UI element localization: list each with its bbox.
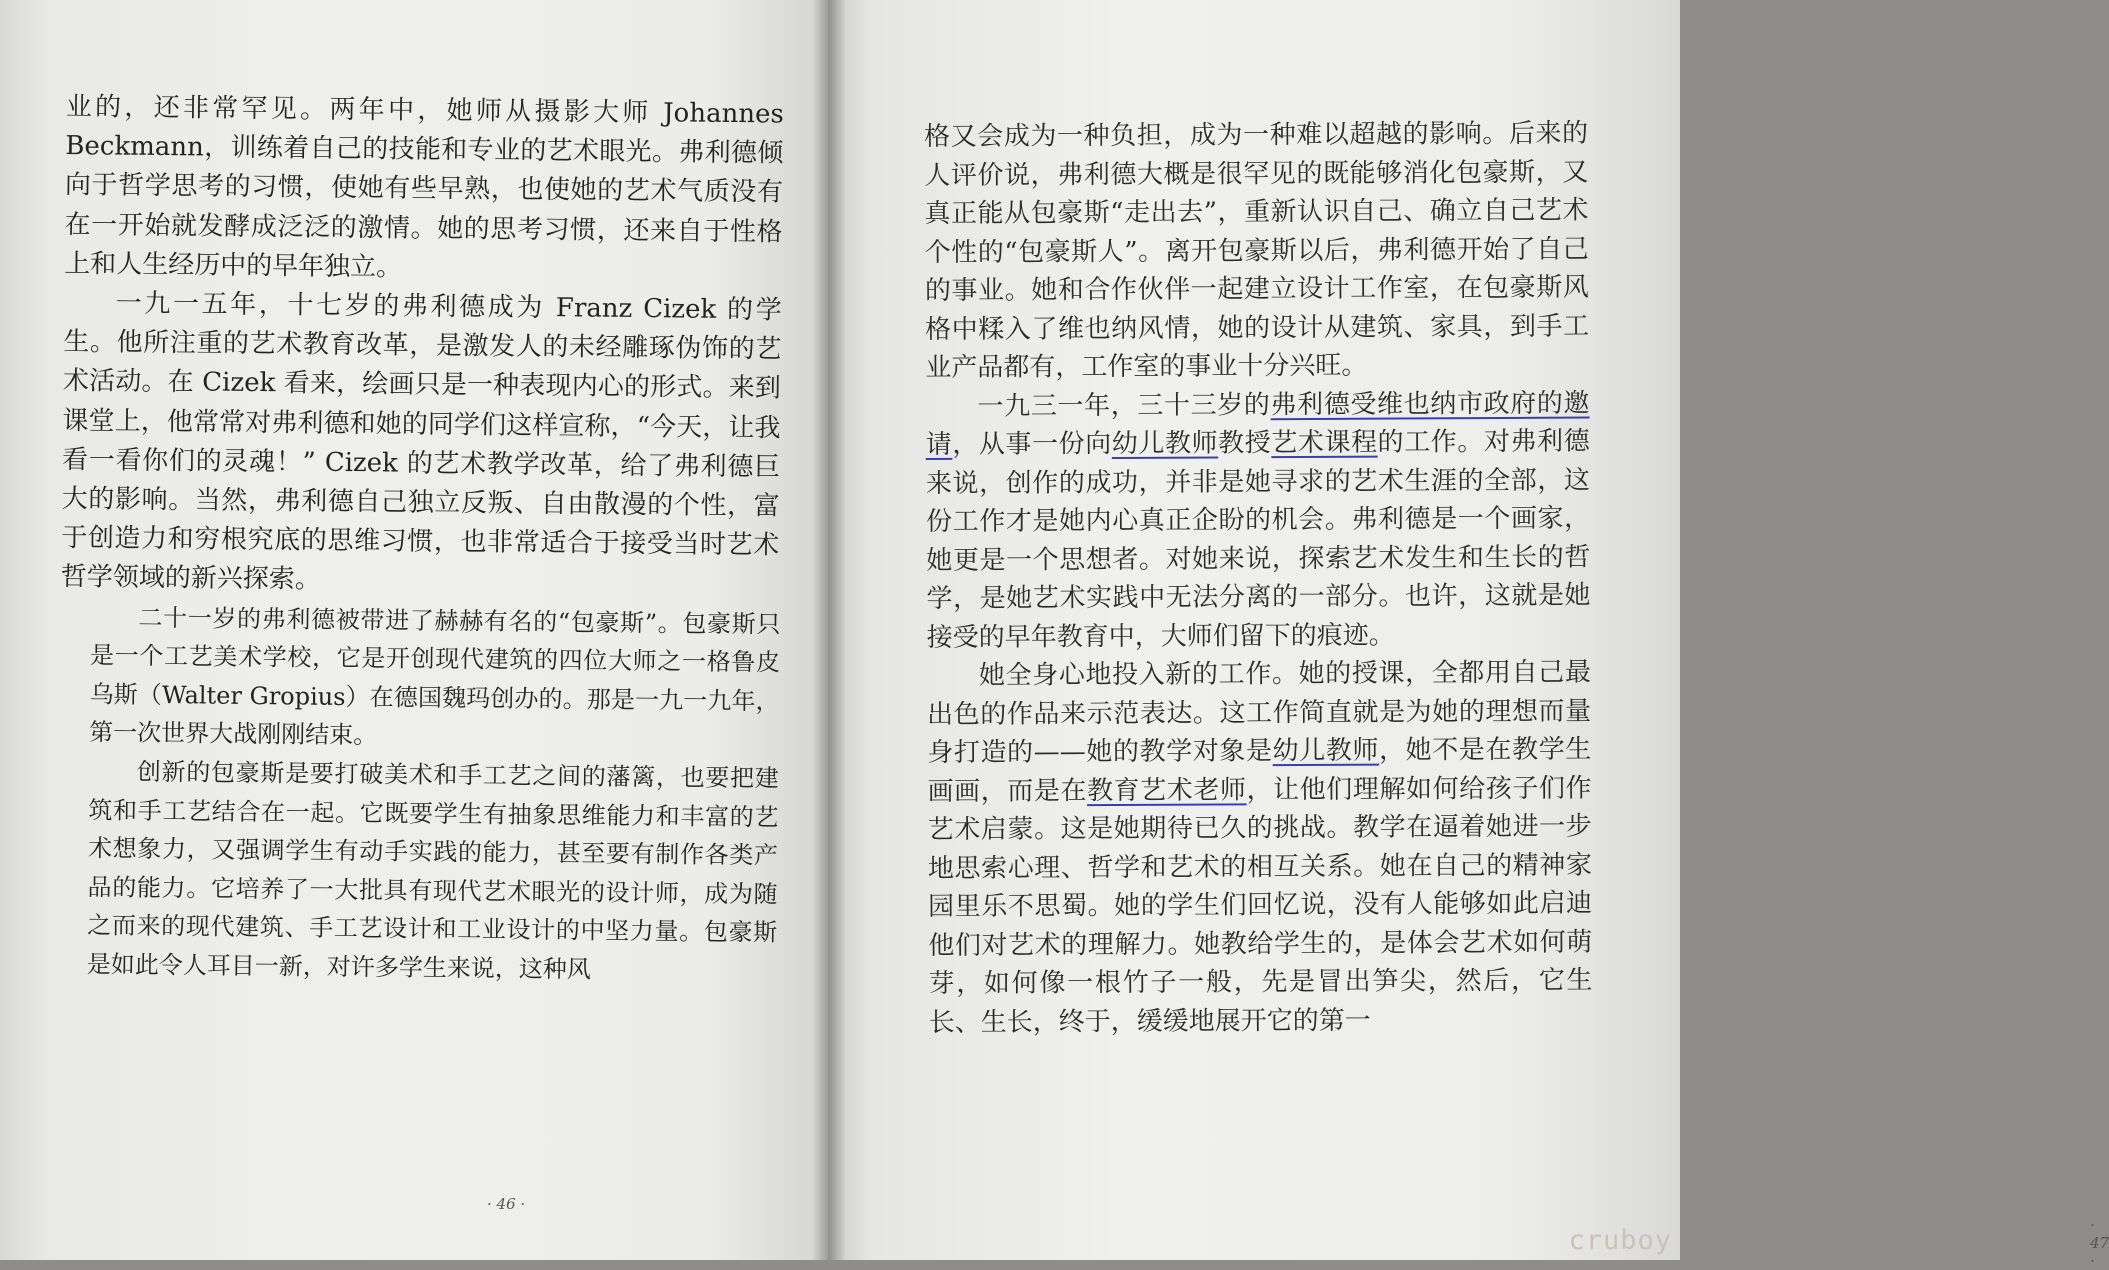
left-page-text — [57, 88, 784, 991]
paragraph: 业的，还非常罕见。两年中，她师从摄影大师 Johannes Beckmann，训练着自己的技能和专业的艺术眼光。弗利德倾向于哲学思考的习惯，使她有些早熟，也使她的艺术气质没有在一开始就发酵成泛泛的激情。她的思考习惯，还来自于性格上和人生经历中的早年独立。 — [64, 91, 784, 283]
text-span: 的工作。对弗利德来说，创作的成功，并非是她寻求的艺术生涯的全部，这份工作才是她内心真正企盼的机会。弗利德是一个画家，她更是一个思想者。对她来说，探索艺术发生和生长的哲学，是她艺术实践中无法分离的一部分。也许，这就是她接受的早年教育中，大师们留下的痕迹。 — [925, 426, 1591, 653]
underlined-text: 幼儿教师 — [1272, 735, 1380, 767]
text-span: ，让他们理解如何给孩子们作艺术启蒙。这是她期待已久的挑战。教学在逼着她进一步地思索心理、哲学和艺术的相互关系。她在自己的精神家园里乐不思蜀。她的学生们回忆说，没有人能够如此启迪他们对艺术的理解力。她教给学生的，是体会艺术如何萌芽，如何像一根竹子一般，先是冒出笋尖，然后，它生长、生长，终于，缓缓地展开它的第一 — [927, 773, 1593, 1038]
right-page — [828, 0, 2109, 1270]
underlined-text: 幼儿教师 — [1111, 428, 1219, 460]
paragraph: 创新的包豪斯是要打破美术和手工艺之间的藩篱，也要把建筑和手工艺结合在一起。它既要学生有抽象思维能力和丰富的艺术想象力，又强调学生有动手实践的能力，甚至要有制作各类产品的能力。它培养了一大批具有现代艺术眼光的设计师，成为随之而来的现代建筑、手工艺设计和工业设计的中坚力量。包豪斯是如此令人耳目一新，对许多学生来说，这种风 — [86, 757, 779, 984]
text-span: 一九三一年，三十三岁的 — [977, 389, 1271, 422]
right-page-text — [924, 115, 1593, 1042]
paragraph: 二十一岁的弗利德被带进了赫赫有名的“包豪斯”。包豪斯只是一个工艺美术学校，它是开创现代建筑的四位大师之一格鲁皮乌斯（Walter Gropius）在德国魏玛创办的。那是一九一九年，第一次世界大战刚刚结束。 — [89, 603, 781, 750]
page-number: · 46 · — [487, 1195, 526, 1213]
paragraph: 格又会成为一种负担，成为一种难以超越的影响。后来的人评价说，弗利德大概是很罕见的既能够消化包豪斯，又真正能从包豪斯“走出去”，重新认识自己、确立自己艺术个性的“包豪斯人”。离开包豪斯以后，弗利德开始了自己的事业。她和合作伙伴一起建立设计工作室，在包豪斯风格中糅入了维也纳风情，她的设计从建筑、家具，到手工业产品都有，工作室的事业十分兴旺。 — [924, 118, 1590, 383]
page-number: · 47 · — [2090, 1216, 2109, 1270]
watermark: cruboy — [1568, 1225, 1672, 1256]
left-page — [0, 0, 828, 1260]
underlined-text: 教育艺术老师 — [1086, 774, 1247, 806]
book-gutter-shadow — [812, 0, 846, 1260]
paragraph — [925, 384, 1590, 657]
text-span: ，从事一份向 — [952, 429, 1112, 460]
paragraph — [927, 654, 1593, 1042]
underlined-text: 艺术课程 — [1271, 427, 1378, 459]
text-span: 教授 — [1218, 428, 1272, 459]
text-span: 她全身心地投入新的工作。她的授课，全都用自己最出色的作品来示范表达。这工作简直就是为她的理想而量身打造的——她的教学对象是 — [927, 657, 1592, 768]
underlined-text: 弗利德受维也纳市政府的邀请 — [925, 388, 1590, 460]
paragraph: 一九一五年，十七岁的弗利德成为 Franz Cizek 的学生。他所注重的艺术教育改革，是激发人的未经雕琢伪饰的艺术活动。在 Cizek 看来，绘画只是一种表现内心的形式。来到课堂上，他常常对弗利德和她的同学们这样宣称，“今天，让我看一看你们的灵魂！” Cizek 的艺术教学改革，给了弗利德巨大的影响。当然，弗利德自己独立反叛、自由散漫的个性，富于创造力和穷根究底的思维习惯，也非常适合于接受当时艺术哲学领域的新兴探索。 — [60, 288, 782, 596]
text-span: ，她不是在教学生画画，而是在 — [927, 734, 1592, 807]
